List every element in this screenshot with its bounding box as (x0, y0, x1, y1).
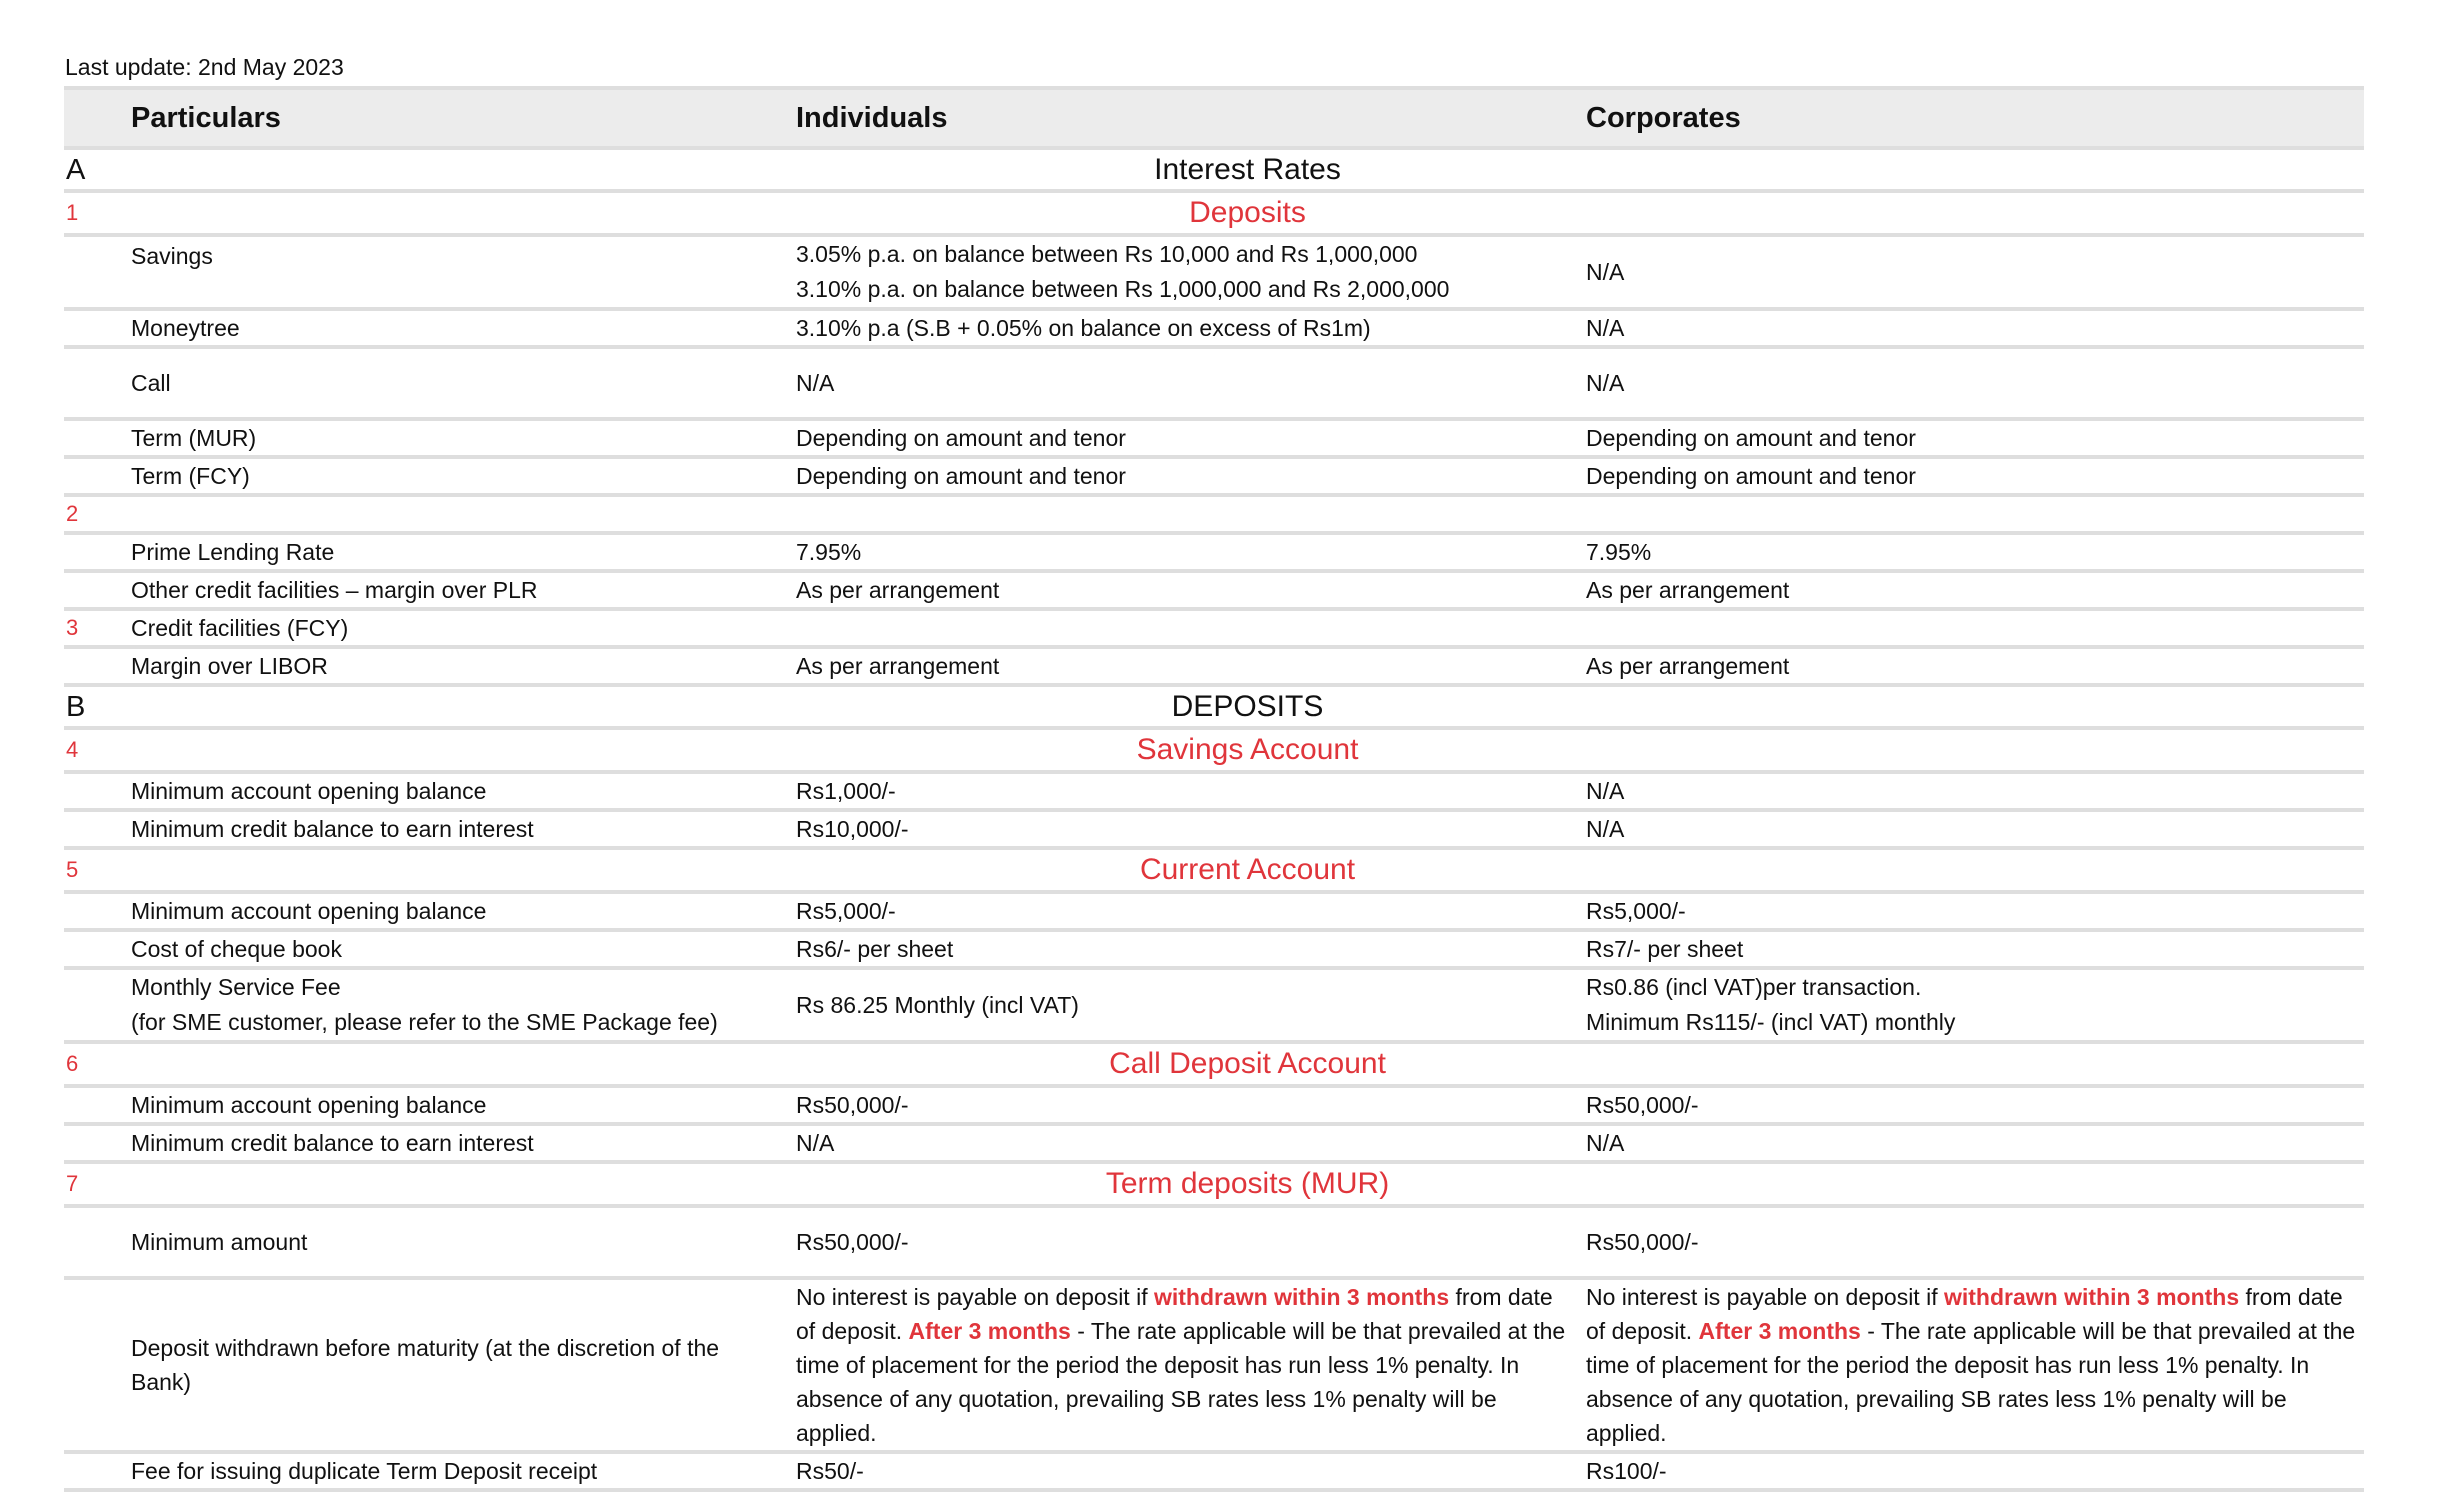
subsection-row (64, 848, 2364, 892)
section-title: DEPOSITS (129, 685, 2364, 728)
corporates-cell: As per arrangement (1584, 647, 2364, 685)
row-label: Savings (129, 235, 794, 309)
subsection-row (64, 728, 2364, 772)
paragraph-text: No interest is payable on deposit if (796, 1284, 1154, 1310)
table-row (64, 810, 2364, 848)
header-corporates: Corporates (1584, 88, 2364, 148)
individuals-cell: Depending on amount and tenor (794, 419, 1584, 457)
row-label: Credit facilities (FCY) (129, 609, 794, 647)
subsection-number: 4 (64, 728, 129, 772)
row-label: Margin over LIBOR (129, 647, 794, 685)
row-label: Term (FCY) (129, 457, 794, 495)
paragraph-text: from date of deposit. (796, 1284, 1553, 1344)
paragraph-text: - The rate applicable will be that prevailed at the time of placement for the period the deposit has run less 1% penalty. In absence of any quotation, prevailing SB rates less 1% penalty will be applied. (1586, 1318, 2356, 1446)
table-row (64, 419, 2364, 457)
corporates-cell: N/A (1584, 309, 2364, 347)
table-row (64, 1086, 2364, 1124)
individuals-cell: 7.95% (794, 533, 1584, 571)
individuals-cell: Rs50/- (794, 1452, 1584, 1490)
corporates-cell (1584, 968, 2364, 1042)
individuals-cell: Rs 86.25 Monthly (incl VAT) (794, 968, 1584, 1042)
corporates-line: Rs0.86 (incl VAT)per transaction. (1586, 974, 1922, 1000)
subsection-row (64, 1042, 2364, 1086)
table-row (64, 772, 2364, 810)
subsection-title: Term deposits (MUR) (129, 1162, 2364, 1206)
subsection-row (64, 1162, 2364, 1206)
corporates-cell (1584, 1278, 2364, 1452)
table-row (64, 930, 2364, 968)
corporates-cell: 7.95% (1584, 533, 2364, 571)
highlight-text: After 3 months (1698, 1318, 1861, 1344)
corporates-cell: Rs50,000/- (1584, 1206, 2364, 1278)
corporates-cell: Rs50,000/- (1584, 1086, 2364, 1124)
corporates-cell: N/A (1584, 1124, 2364, 1162)
rates-table (64, 86, 2364, 1492)
corporates-cell: N/A (1584, 235, 2364, 309)
individuals-cell: 3.10% p.a (S.B + 0.05% on balance on excess of Rs1m) (794, 309, 1584, 347)
corporates-cell: Depending on amount and tenor (1584, 419, 2364, 457)
table-row (64, 609, 2364, 647)
table-row (64, 235, 2364, 309)
table-row (64, 647, 2364, 685)
individuals-cell (794, 1278, 1584, 1452)
paragraph-text: - The rate applicable will be that prevailed at the time of placement for the period the deposit has run less 1% penalty. In absence of any quotation, prevailing SB rates less 1% penalty will be applied. (796, 1318, 1566, 1446)
row-label: Term (MUR) (129, 419, 794, 457)
individuals-cell: Rs5,000/- (794, 892, 1584, 930)
header-index (64, 88, 129, 148)
subsection-title: Savings Account (129, 728, 2364, 772)
individuals-cell: Rs6/- per sheet (794, 930, 1584, 968)
corporates-cell: N/A (1584, 347, 2364, 419)
row-label: Minimum credit balance to earn interest (129, 1124, 794, 1162)
table-row (64, 457, 2364, 495)
row-label: Cost of cheque book (129, 930, 794, 968)
row-label: Prime Lending Rate (129, 533, 794, 571)
section-letter: A (64, 148, 129, 191)
subsection-title: Deposits (129, 191, 2364, 235)
section-letter: B (64, 685, 129, 728)
table-row (64, 968, 2364, 1042)
paragraph-text: No interest is payable on deposit if (1586, 1284, 1944, 1310)
highlight-text: After 3 months (908, 1318, 1071, 1344)
corporates-cell: As per arrangement (1584, 571, 2364, 609)
individuals-cell (794, 235, 1584, 309)
subsection-number: 1 (64, 191, 129, 235)
individuals-cell: Rs1,000/- (794, 772, 1584, 810)
row-label: Minimum account opening balance (129, 892, 794, 930)
section-a-row (64, 148, 2364, 191)
individuals-cell: As per arrangement (794, 647, 1584, 685)
individuals-line: 3.10% p.a. on balance between Rs 1,000,000 and Rs 2,000,000 (796, 276, 1450, 302)
individuals-cell: As per arrangement (794, 571, 1584, 609)
row-label: Fee for issuing duplicate Term Deposit receipt (129, 1452, 794, 1490)
table-row (64, 1206, 2364, 1278)
corporates-cell: N/A (1584, 772, 2364, 810)
individuals-cell: Depending on amount and tenor (794, 457, 1584, 495)
corporates-cell: Rs7/- per sheet (1584, 930, 2364, 968)
row-label (129, 968, 794, 1042)
table-row (64, 1124, 2364, 1162)
highlight-text: withdrawn within 3 months (1943, 1284, 2240, 1310)
table-row (64, 347, 2364, 419)
subsection-row (64, 191, 2364, 235)
last-update: Last update: 2nd May 2023 (65, 54, 344, 80)
corporates-cell: N/A (1584, 810, 2364, 848)
row-label: Other credit facilities – margin over PLR (129, 571, 794, 609)
individuals-cell: N/A (794, 1124, 1584, 1162)
row-number: 2 (64, 495, 129, 533)
subsection-title: Current Account (129, 848, 2364, 892)
individuals-line: 3.05% p.a. on balance between Rs 10,000 and Rs 1,000,000 (796, 241, 1418, 267)
row-label: Call (129, 347, 794, 419)
section-b-row (64, 685, 2364, 728)
subsection-number: 6 (64, 1042, 129, 1086)
table-row (64, 571, 2364, 609)
corporates-line: Minimum Rs115/- (incl VAT) monthly (1586, 1009, 1956, 1035)
row-label: Minimum account opening balance (129, 772, 794, 810)
row-number: 3 (64, 609, 129, 647)
table-row (64, 1452, 2364, 1490)
table-row (64, 533, 2364, 571)
header-row (64, 88, 2364, 148)
corporates-cell: Rs5,000/- (1584, 892, 2364, 930)
header-particulars: Particulars (129, 88, 794, 148)
corporates-cell: Rs100/- (1584, 1452, 2364, 1490)
subsection-number: 5 (64, 848, 129, 892)
individuals-cell: N/A (794, 347, 1584, 419)
individuals-cell: Rs50,000/- (794, 1206, 1584, 1278)
subsection-title: Call Deposit Account (129, 1042, 2364, 1086)
corporates-cell: Depending on amount and tenor (1584, 457, 2364, 495)
individuals-cell: Rs10,000/- (794, 810, 1584, 848)
row-label: Minimum amount (129, 1206, 794, 1278)
section-title: Interest Rates (129, 148, 2364, 191)
table-row (64, 495, 2364, 533)
row-label-line: (for SME customer, please refer to the SME Package fee) (131, 1009, 718, 1035)
table-row (64, 892, 2364, 930)
row-label: Minimum account opening balance (129, 1086, 794, 1124)
row-label-line: Monthly Service Fee (131, 974, 341, 1000)
header-individuals: Individuals (794, 88, 1584, 148)
table-row (64, 1278, 2364, 1452)
row-label: Moneytree (129, 309, 794, 347)
highlight-text: withdrawn within 3 months (1153, 1284, 1450, 1310)
subsection-number: 7 (64, 1162, 129, 1206)
row-label: Deposit withdrawn before maturity (at the discretion of the Bank) (129, 1278, 794, 1452)
row-label: Minimum credit balance to earn interest (129, 810, 794, 848)
individuals-cell: Rs50,000/- (794, 1086, 1584, 1124)
table-row (64, 309, 2364, 347)
paragraph-text: from date of deposit. (1586, 1284, 2343, 1344)
